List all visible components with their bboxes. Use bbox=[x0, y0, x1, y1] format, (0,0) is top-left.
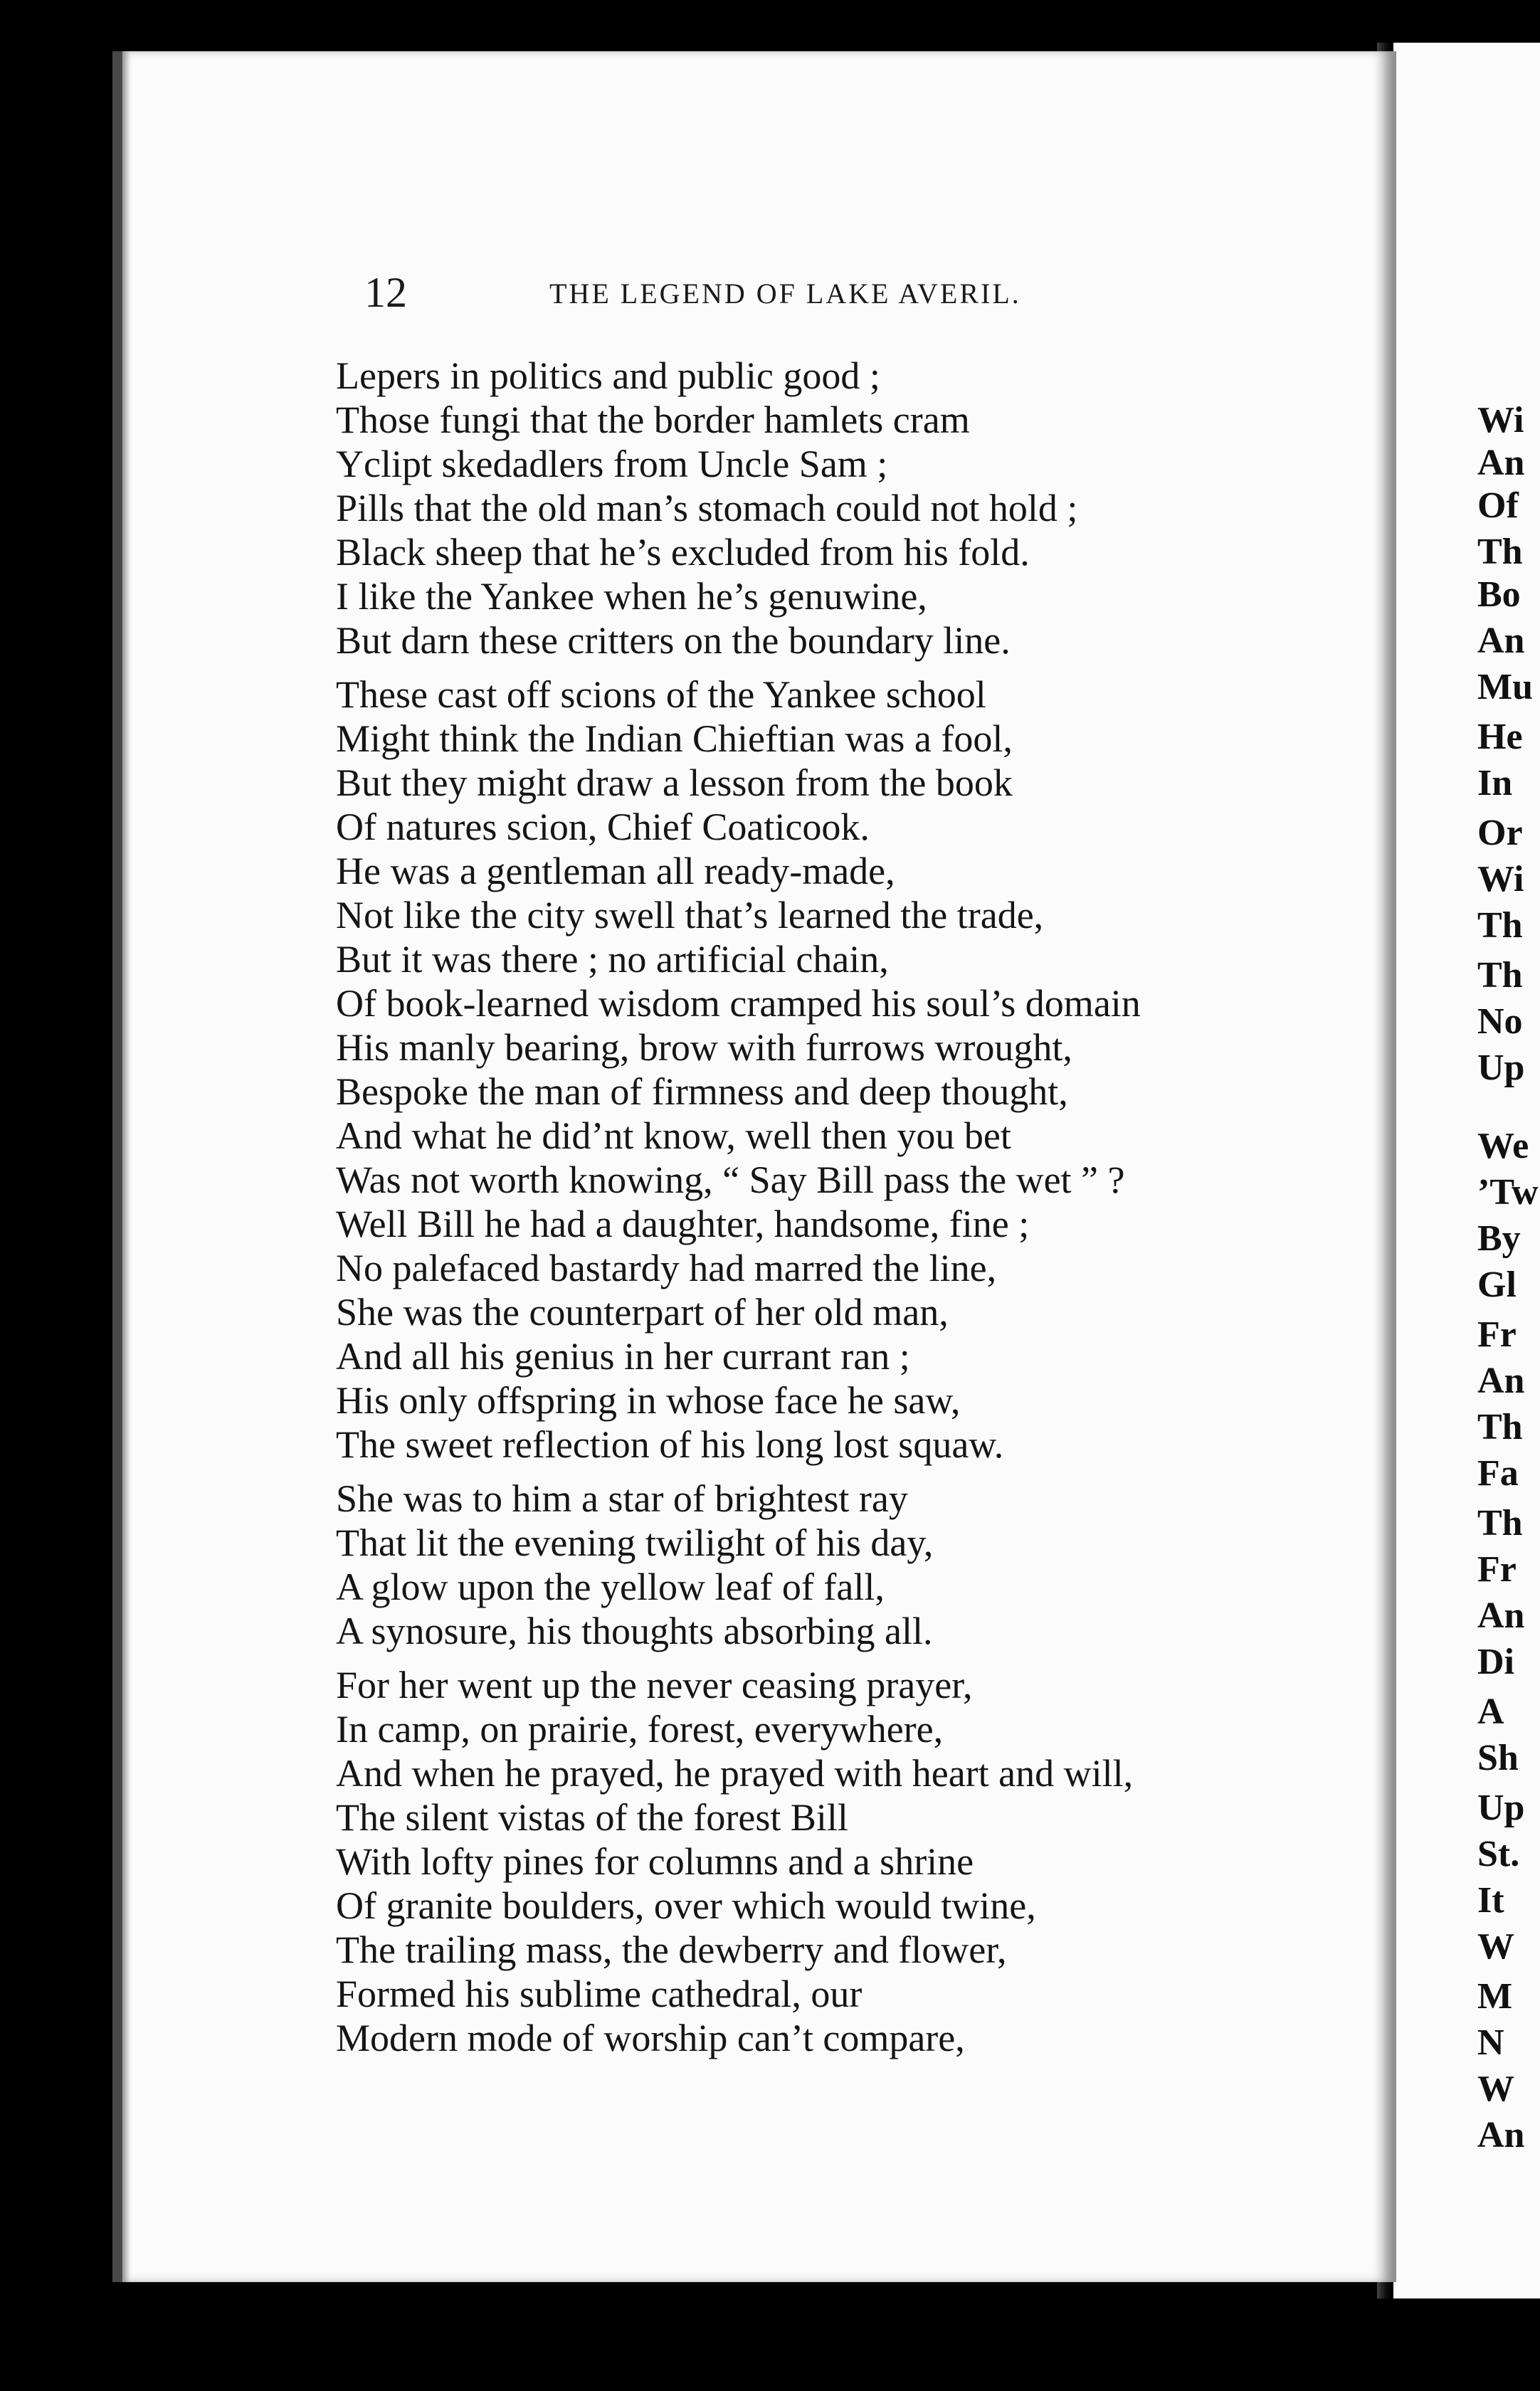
poem-line: Pills that the old man’s stomach could not hold ; bbox=[336, 487, 1078, 529]
poem-line: His manly bearing, brow with furrows wrought, bbox=[336, 1026, 1072, 1069]
poem-line: Bespoke the man of firmness and deep thought, bbox=[336, 1070, 1068, 1113]
facing-page-fragment: W bbox=[1477, 1926, 1514, 1967]
facing-page-fragment: An bbox=[1477, 1361, 1525, 1401]
facing-page-fragment: An bbox=[1477, 621, 1525, 661]
facing-page-fragment: An bbox=[1477, 1595, 1525, 1636]
poem-line: And all his genius in her currant ran ; bbox=[336, 1335, 910, 1378]
facing-page-fragment: St. bbox=[1477, 1834, 1520, 1874]
page-header bbox=[122, 268, 1396, 318]
poem-line: With lofty pines for columns and a shrine bbox=[336, 1840, 974, 1883]
poem-line: She was to him a star of brightest ray bbox=[336, 1477, 908, 1520]
facing-page-fragment: He bbox=[1477, 717, 1523, 757]
poem-line: Of natures scion, Chief Coaticook. bbox=[336, 806, 870, 848]
poem-line: He was a gentleman all ready-made, bbox=[336, 850, 895, 892]
facing-page-fragment: Th bbox=[1477, 1503, 1523, 1543]
facing-page-fragment: Fr bbox=[1477, 1549, 1517, 1590]
facing-page-fragment: By bbox=[1477, 1218, 1521, 1259]
facing-page-fragment: ’Tw bbox=[1477, 1172, 1539, 1213]
poem-line: But it was there ; no artificial chain, bbox=[336, 938, 889, 981]
poem-line: And when he prayed, he prayed with heart and will, bbox=[336, 1752, 1134, 1795]
facing-page-fragment: Th bbox=[1477, 905, 1523, 946]
facing-page-fragment: Th bbox=[1477, 1407, 1523, 1447]
poem-line: A glow upon the yellow leaf of fall, bbox=[336, 1566, 885, 1608]
facing-page-fragment: N bbox=[1477, 2022, 1504, 2063]
facing-page-fragment: M bbox=[1477, 1976, 1513, 2017]
poem-line: And what he did’nt know, well then you bet bbox=[336, 1114, 1011, 1157]
facing-page-fragment: Of bbox=[1477, 485, 1519, 526]
facing-page-fragment: Th bbox=[1477, 955, 1523, 996]
facing-page-fragment: Mu bbox=[1477, 667, 1533, 707]
poem-line: Was not worth knowing, “ Say Bill pass the wet ” ? bbox=[336, 1158, 1125, 1201]
facing-page-fragment: Gl bbox=[1477, 1265, 1517, 1305]
facing-page-fragment: It bbox=[1477, 1880, 1504, 1921]
facing-page-fragment: Or bbox=[1477, 813, 1523, 853]
poem-line: In camp, on prairie, forest, everywhere, bbox=[336, 1708, 944, 1751]
facing-page-fragment: Up bbox=[1477, 1788, 1525, 1828]
facing-page-fragment: Fr bbox=[1477, 1314, 1517, 1355]
poem-line: Modern mode of worship can’t compare, bbox=[336, 2017, 965, 2059]
poem-line: A synosure, his thoughts absorbing all. bbox=[336, 1610, 933, 1652]
poem-line: The silent vistas of the forest Bill bbox=[336, 1796, 848, 1839]
poem-line: Of book-learned wisdom cramped his soul’s domain bbox=[336, 982, 1141, 1025]
poem-line: No palefaced bastardy had marred the line, bbox=[336, 1247, 997, 1289]
facing-page-fragment: A bbox=[1477, 1691, 1504, 1732]
facing-page-fragment: An bbox=[1477, 443, 1525, 483]
poem-body bbox=[336, 354, 1141, 2070]
stanza bbox=[336, 1477, 1141, 1653]
facing-page-fragment: Bo bbox=[1477, 574, 1521, 615]
facing-page-fragment: Fa bbox=[1477, 1453, 1519, 1494]
facing-page-fragment: Wi bbox=[1477, 400, 1524, 440]
poem-line: Of granite boulders, over which would twine, bbox=[336, 1884, 1036, 1927]
poem-line: The sweet reflection of his long lost squaw. bbox=[336, 1423, 1004, 1466]
book-page bbox=[112, 51, 1396, 2282]
stanza bbox=[336, 354, 1141, 663]
running-title: THE LEGEND OF LAKE AVERIL. bbox=[549, 278, 1021, 310]
facing-page-fragment: Th bbox=[1477, 532, 1523, 572]
poem-line: Might think the Indian Chieftian was a fool, bbox=[336, 717, 1013, 760]
poem-line: For her went up the never ceasing prayer, bbox=[336, 1664, 973, 1706]
facing-page-fragment: Sh bbox=[1477, 1738, 1519, 1778]
poem-line: But darn these critters on the boundary line. bbox=[336, 619, 1011, 662]
poem-line: Black sheep that he’s excluded from his fold. bbox=[336, 531, 1030, 574]
poem-line: Not like the city swell that’s learned the trade, bbox=[336, 894, 1044, 936]
poem-line: But they might draw a lesson from the book bbox=[336, 761, 1013, 804]
poem-line: These cast off scions of the Yankee school bbox=[336, 673, 986, 716]
poem-line: She was the counterpart of her old man, bbox=[336, 1291, 949, 1334]
poem-line: Formed his sublime cathedral, our bbox=[336, 1973, 863, 2015]
facing-page-fragment: We bbox=[1477, 1126, 1529, 1166]
stanza bbox=[336, 672, 1141, 1467]
facing-page bbox=[1393, 43, 1540, 2298]
poem-line: Yclipt skedadlers from Uncle Sam ; bbox=[336, 443, 888, 485]
poem-line: Well Bill he had a daughter, handsome, fine ; bbox=[336, 1203, 1030, 1245]
poem-line: Lepers in politics and public good ; bbox=[336, 354, 880, 397]
poem-line: His only offspring in whose face he saw, bbox=[336, 1379, 961, 1422]
page-number: 12 bbox=[364, 269, 407, 316]
facing-page-fragment: Up bbox=[1477, 1047, 1525, 1088]
facing-page-fragment: W bbox=[1477, 2069, 1514, 2109]
facing-page-fragment: Wi bbox=[1477, 859, 1524, 899]
facing-page-fragment: No bbox=[1477, 1001, 1523, 1042]
stanza bbox=[336, 1663, 1141, 2060]
facing-page-fragment: Di bbox=[1477, 1642, 1514, 1682]
poem-line: I like the Yankee when he’s genuwine, bbox=[336, 575, 927, 618]
facing-page-fragment: An bbox=[1477, 2115, 1525, 2155]
poem-line: That lit the evening twilight of his day, bbox=[336, 1521, 934, 1564]
facing-page-fragment: In bbox=[1477, 763, 1513, 803]
poem-line: Those fungi that the border hamlets cram bbox=[336, 398, 970, 441]
poem-line: The trailing mass, the dewberry and flower, bbox=[336, 1928, 1007, 1971]
